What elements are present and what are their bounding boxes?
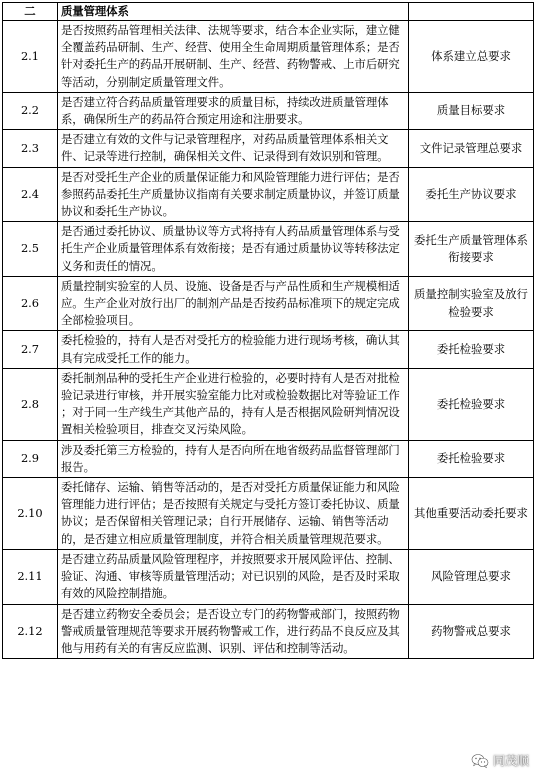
item-description: 是否通过委托协议、质量协议等方式将持有人药品质量管理体系与受托生产企业质量管理体系有效衔接；是否有通过质量协议等转移法定义务和责任的情况。 [58, 222, 409, 277]
item-number: 2.6 [3, 276, 58, 331]
item-description: 是否建立有效的文件与记录管理程序，对药品质量管理体系相关文件、记录等进行控制，确保相关文件、记录得到有效识别和管理。 [58, 130, 409, 167]
table-row [3, 276, 534, 331]
item-description: 质量控制实验室的人员、设施、设备是否与产品性质和生产规模相适应。生产企业对放行出厂的制剂产品是否按药品标准项下的规定完成全部检验项目。 [58, 276, 409, 331]
item-number: 2.4 [3, 167, 58, 222]
item-number: 2.10 [3, 478, 58, 550]
item-requirement: 文件记录管理总要求 [409, 130, 534, 167]
item-description: 委托制剂品种的受托生产企业进行检验的，必要时持有人是否对批检验记录进行审核，并开展实验室能力比对或检验数据比对等验证工作 ；对于同一生产线生产其他产品的，持有人是否根据风险研判情况设置相关检验项目，排查交叉污染风险。 [58, 368, 409, 440]
table-row [3, 331, 534, 368]
item-requirement: 委托检验要求 [409, 331, 534, 368]
wechat-icon [471, 753, 489, 769]
item-requirement: 质量目标要求 [409, 92, 534, 129]
watermark-text: 同茂顺 [492, 754, 529, 768]
table-row [3, 92, 534, 129]
item-number: 2.7 [3, 331, 58, 368]
section-requirement [409, 3, 534, 21]
section-title: 质量管理体系 [58, 3, 409, 21]
item-description: 是否按照药品管理相关法律、法规等要求，结合本企业实际，建立健全覆盖药品研制、生产、经营、使用全生命周期质量管理体系；是否针对委托生产的药品开展研制、生产、经营、药物警戒、上市后研究等活动，分别制定质量管理文件。 [58, 21, 409, 93]
item-description: 涉及委托第三方检验的，持有人是否向所在地省级药品监督管理部门报告。 [58, 440, 409, 477]
section-number: 二 [3, 3, 58, 21]
item-requirement: 质量控制实验室及放行检验要求 [409, 276, 534, 331]
item-requirement: 委托检验要求 [409, 368, 534, 440]
table-row [3, 478, 534, 550]
section-header-row [3, 3, 534, 21]
item-requirement: 其他重要活动委托要求 [409, 478, 534, 550]
item-requirement: 委托生产协议要求 [409, 167, 534, 222]
item-requirement: 风险管理总要求 [409, 549, 534, 604]
item-description: 是否建立符合药品质量管理要求的质量目标，持续改进质量管理体系，确保所生产的药品符合预定用途和注册要求。 [58, 92, 409, 129]
item-number: 2.3 [3, 130, 58, 167]
item-requirement: 委托检验要求 [409, 440, 534, 477]
item-number: 2.1 [3, 21, 58, 93]
table-body [3, 3, 534, 659]
item-description: 委托检验的，持有人是否对受托方的检验能力进行现场考核，确认其具有完成受托工作的能力。 [58, 331, 409, 368]
table-row [3, 549, 534, 604]
table-row [3, 21, 534, 93]
item-description: 是否建立药品质量风险管理程序，并按照要求开展风险评估、控制、验证、沟通、审核等质量管理活动；对已识别的风险，是否及时采取有效的风险控制措施。 [58, 549, 409, 604]
item-number: 2.11 [3, 549, 58, 604]
item-requirement: 委托生产质量管理体系衔接要求 [409, 222, 534, 277]
item-number: 2.9 [3, 440, 58, 477]
item-requirement: 体系建立总要求 [409, 21, 534, 93]
table-row [3, 130, 534, 167]
item-description: 是否建立药物安全委员会；是否设立专门的药物警戒部门，按照药物警戒质量管理规范等要求开展药物警戒工作，进行药品不良反应及其他与用药有关的有害反应监测、识别、评估和控制等活动。 [58, 604, 409, 659]
item-requirement: 药物警戒总要求 [409, 604, 534, 659]
item-number: 2.2 [3, 92, 58, 129]
table-row [3, 368, 534, 440]
item-description: 是否对受托生产企业的质量保证能力和风险管理能力进行评估；是否参照药品委托生产质量协议指南有关要求制定质量协议，并签订质量协议和委托生产协议。 [58, 167, 409, 222]
watermark [471, 752, 529, 769]
item-number: 2.5 [3, 222, 58, 277]
table-row [3, 604, 534, 659]
table-row [3, 440, 534, 477]
item-number: 2.8 [3, 368, 58, 440]
quality-management-table [2, 2, 534, 659]
table-row [3, 222, 534, 277]
table-row [3, 167, 534, 222]
item-description: 委托储存、运输、销售等活动的，是否对受托方质量保证能力和风险管理能力进行评估；是否按照有关规定与受托方签订委托协议、质量协议；是否保留相关管理记录；自行开展储存、运输、销售等活动的，是否建立相应质量管理制度，并符合相关质量管理规范要求。 [58, 478, 409, 550]
item-number: 2.12 [3, 604, 58, 659]
